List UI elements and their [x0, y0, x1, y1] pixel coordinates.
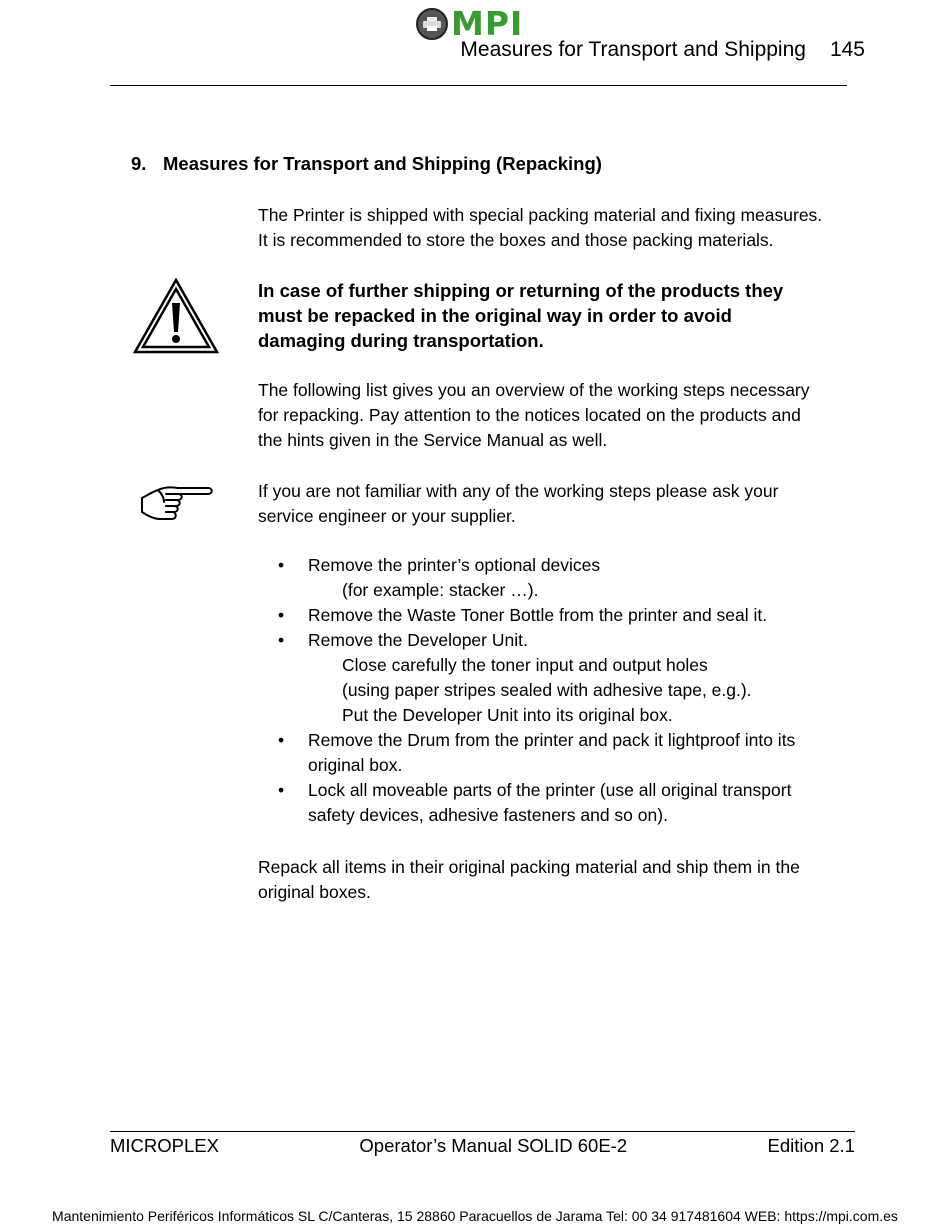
footer-center: Operator’s Manual SOLID 60E-2 [359, 1135, 628, 1156]
logo-text: MPI [451, 4, 524, 43]
section-number: 9. [131, 153, 147, 174]
list-item-subtext: (for example: stacker …). [342, 580, 539, 600]
bullet-icon: • [278, 605, 285, 625]
list-item-text: safety devices, adhesive fasteners and so on). [308, 805, 668, 825]
list-item [278, 628, 858, 728]
section-title: Measures for Transport and Shipping (Repacking) [163, 153, 602, 174]
page-number: 145 [829, 38, 865, 61]
overview-paragraph [258, 378, 858, 453]
text-line: for repacking. Pay attention to the notices located on the products and [258, 405, 801, 425]
text-line: service engineer or your supplier. [258, 506, 516, 526]
list-item [278, 728, 858, 778]
list-item [278, 778, 858, 828]
list-item-text: Remove the Developer Unit. [308, 630, 528, 650]
list-item [278, 553, 858, 603]
text-line: If you are not familiar with any of the working steps please ask your [258, 481, 779, 501]
list-item-subtext: (using paper stripes sealed with adhesive tape, e.g.). [342, 680, 752, 700]
header-rule [110, 85, 847, 86]
printer-badge-icon [416, 8, 448, 40]
text-line: It is recommended to store the boxes and those packing materials. [258, 230, 774, 250]
text-line: In case of further shipping or returning of the products they [258, 280, 784, 301]
warning-paragraph [258, 278, 858, 353]
list-item-subtext: Put the Developer Unit into its original box. [342, 705, 673, 725]
footer-rule [110, 1131, 855, 1132]
running-head [430, 38, 865, 62]
intro-paragraph [258, 203, 858, 253]
list-item-subtext: Close carefully the toner input and output holes [342, 655, 708, 675]
text-line: original boxes. [258, 882, 371, 902]
closing-paragraph [258, 855, 858, 905]
bullet-icon: • [278, 780, 285, 800]
text-line: must be repacked in the original way in order to avoid [258, 305, 732, 326]
footer-right: Edition 2.1 [767, 1135, 855, 1156]
bullet-icon: • [278, 555, 285, 575]
list-item-text: original box. [308, 755, 403, 775]
page-footer [110, 1135, 855, 1157]
pointing-hand-icon [138, 484, 214, 522]
list-item-text: Lock all moveable parts of the printer (use all original transport [308, 780, 792, 800]
list-item-text: Remove the Drum from the printer and pack it lightproof into its [308, 730, 796, 750]
note-paragraph [258, 479, 858, 529]
footer-left: MICROPLEX [110, 1135, 219, 1156]
bullet-icon: • [278, 630, 285, 650]
text-line: damaging during transportation. [258, 330, 544, 351]
text-line: The following list gives you an overview of the working steps necessary [258, 380, 810, 400]
header-title: Measures for Transport and Shipping [460, 38, 806, 61]
text-line: The Printer is shipped with special packing material and fixing measures. [258, 205, 823, 225]
warning-triangle-icon [133, 278, 219, 354]
text-line: Repack all items in their original packing material and ship them in the [258, 857, 800, 877]
section-heading [131, 153, 602, 175]
mpi-logo [416, 4, 524, 43]
bullet-icon: • [278, 730, 285, 750]
text-line: the hints given in the Service Manual as well. [258, 430, 608, 450]
list-item [278, 603, 858, 628]
list-item-text: Remove the printer’s optional devices [308, 555, 601, 575]
list-item-text: Remove the Waste Toner Bottle from the printer and seal it. [308, 605, 768, 625]
steps-list [278, 553, 858, 828]
watermark-text: Mantenimiento Periféricos Informáticos SL C/Canteras, 15 28860 Paracuellos de Jarama Tel: 00 34 917481604 WEB: https://mpi.com.es [52, 1208, 898, 1224]
